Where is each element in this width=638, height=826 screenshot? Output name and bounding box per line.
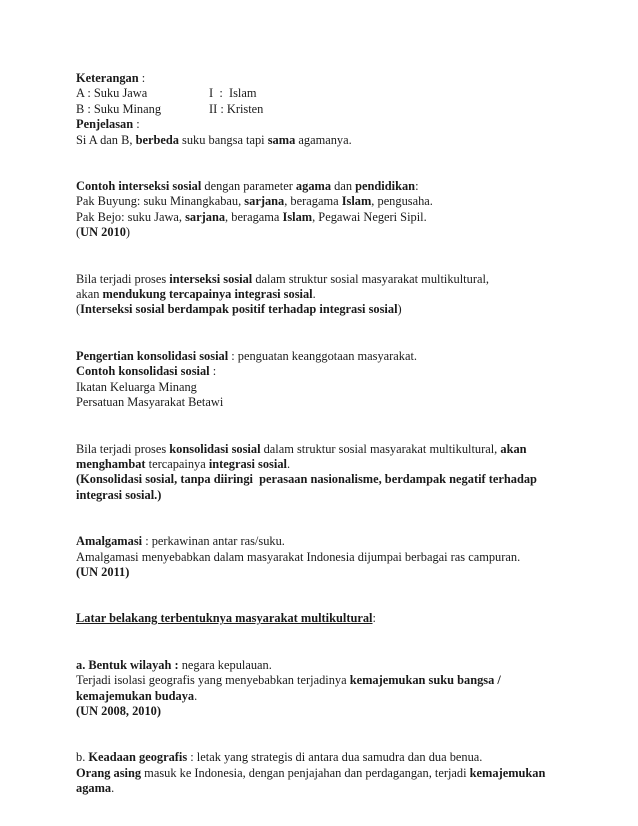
- konsolidasi-conclusion-2: integrasi sosial.): [76, 487, 162, 502]
- interseksi-dampak-block: [76, 272, 576, 318]
- latar-belakang-heading: Latar belakang terbentuknya masyarakat multikultural:: [76, 611, 376, 626]
- bentuk-wilayah-block: [76, 658, 576, 720]
- contoh-interseksi-heading: Contoh interseksi sosial dengan parameter agama dan pendidikan:: [76, 179, 419, 194]
- konsolidasi-example-1: Ikatan Keluarga Minang: [76, 379, 197, 394]
- amalgamasi-text: Amalgamasi menyebabkan dalam masyarakat Indonesia dijumpai berbagai ras campuran.: [76, 549, 521, 564]
- konsolidasi-conclusion-1: (Konsolidasi sosial, tanpa diiringi perasaan nasionalisme, berdampak negatif terhadap: [76, 472, 537, 487]
- penjelasan-heading: Penjelasan :: [76, 117, 140, 132]
- legend-row-2: B : Suku Minang II : Kristen: [76, 101, 264, 116]
- example-bejo: Pak Bejo: suku Jawa, sarjana, beragama Islam, Pegawai Negeri Sipil.: [76, 209, 427, 224]
- bentuk-wilayah-heading: a. Bentuk wilayah : negara kepulauan.: [76, 657, 272, 672]
- penjelasan-text: Si A dan B, berbeda suku bangsa tapi sama agamanya.: [76, 132, 352, 147]
- interseksi-conclusion: (Interseksi sosial berdampak positif terhadap integrasi sosial): [76, 302, 402, 317]
- keterangan-heading: Keterangan :: [76, 71, 146, 85]
- konsolidasi-example-2: Persatuan Masyarakat Betawi: [76, 395, 224, 410]
- interseksi-line-2: akan mendukung tercapainya integrasi sosial.: [76, 287, 316, 302]
- konsolidasi-definition: Pengertian konsolidasi sosial : penguatan keanggotaan masyarakat.: [76, 348, 418, 363]
- keadaan-geografis-line-1: Orang asing masuk ke Indonesia, dengan penjajahan dan perdagangan, terjadi kemajemukan: [76, 765, 546, 780]
- document-page: [76, 71, 576, 797]
- bentuk-wilayah-reference: (UN 2008, 2010): [76, 703, 162, 718]
- keterangan-block: [76, 71, 576, 148]
- bentuk-wilayah-line-1: Terjadi isolasi geografis yang menyebabkan terjadinya kemajemukan suku bangsa /: [76, 673, 501, 688]
- exam-reference: (UN 2010): [76, 225, 131, 240]
- keadaan-geografis-heading: b. Keadaan geografis : letak yang strategis di antara dua samudra dan dua benua.: [76, 750, 483, 765]
- amalgamasi-block: [76, 534, 576, 580]
- konsolidasi-line-1: Bila terjadi proses konsolidasi sosial dalam struktur sosial masyarakat multikultural, akan: [76, 441, 527, 456]
- legend-row-1: A : Suku Jawa I : Islam: [76, 86, 257, 101]
- konsolidasi-block: [76, 349, 576, 411]
- amalgamasi-reference: (UN 2011): [76, 564, 130, 579]
- interseksi-line-1: Bila terjadi proses interseksi sosial dalam struktur sosial masyarakat multikultural,: [76, 271, 489, 286]
- keadaan-geografis-line-2: agama.: [76, 781, 115, 796]
- konsolidasi-example-heading: Contoh konsolidasi sosial :: [76, 364, 217, 379]
- keadaan-geografis-block: [76, 750, 576, 796]
- konsolidasi-line-2: menghambat tercapainya integrasi sosial.: [76, 456, 291, 471]
- example-buyung: Pak Buyung: suku Minangkabau, sarjana, beragama Islam, pengusaha.: [76, 194, 433, 209]
- bentuk-wilayah-line-2: kemajemukan budaya.: [76, 688, 198, 703]
- konsolidasi-dampak-block: [76, 442, 576, 504]
- amalgamasi-definition: Amalgamasi : perkawinan antar ras/suku.: [76, 534, 285, 549]
- contoh-interseksi-block: [76, 179, 576, 241]
